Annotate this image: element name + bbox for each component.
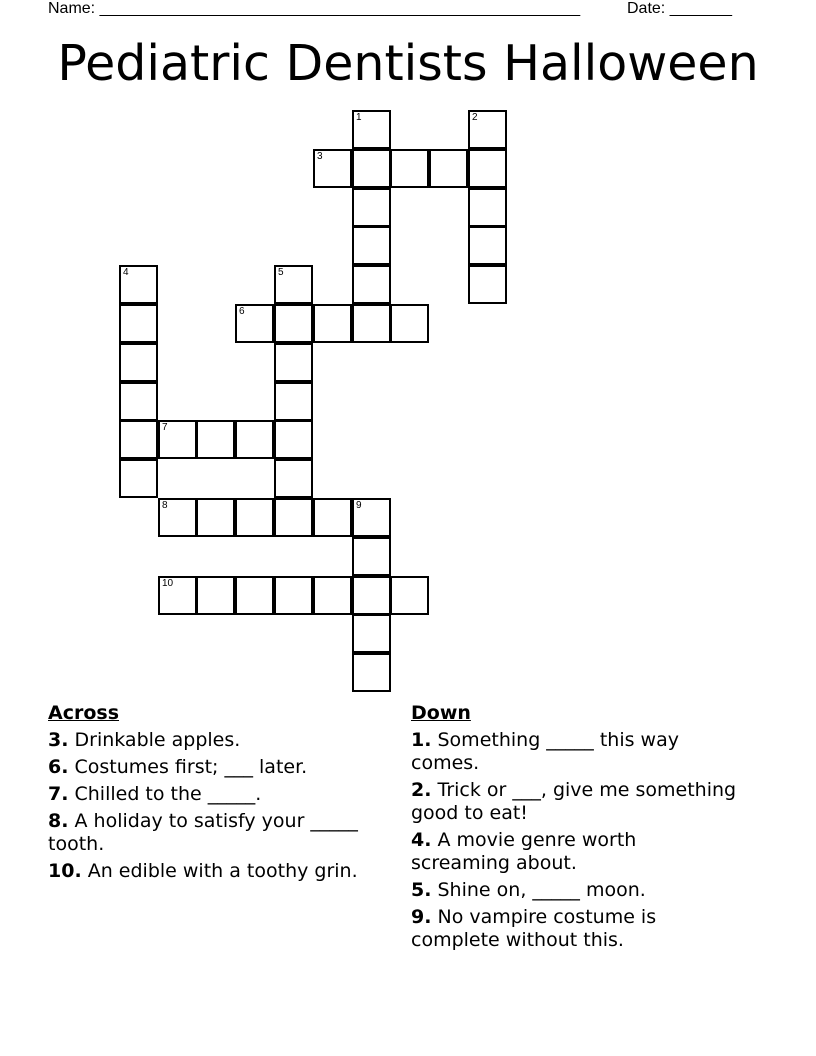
- grid-cell[interactable]: [235, 498, 274, 537]
- grid-cell[interactable]: [274, 343, 313, 382]
- grid-cell[interactable]: [352, 188, 391, 227]
- grid-cell[interactable]: [274, 459, 313, 498]
- grid-cell[interactable]: [196, 498, 235, 537]
- clue-text: A movie genre worth screaming about.: [411, 829, 637, 874]
- clue-number: 5.: [411, 879, 432, 901]
- clue-number: 7.: [48, 783, 69, 805]
- grid-cell[interactable]: [235, 420, 274, 459]
- grid-cell[interactable]: [390, 576, 429, 615]
- across-clue: [48, 860, 403, 883]
- grid-cell[interactable]: [468, 265, 507, 304]
- grid-cell[interactable]: [313, 149, 352, 188]
- grid-cell[interactable]: [235, 576, 274, 615]
- down-clues: [411, 702, 741, 956]
- grid-cell[interactable]: [235, 304, 274, 343]
- clue-text: Costumes first; ___ later.: [74, 756, 308, 778]
- grid-cell[interactable]: [274, 498, 313, 537]
- grid-cell[interactable]: [119, 343, 158, 382]
- clue-number: 3.: [48, 729, 69, 751]
- clue-number: 4.: [411, 829, 432, 851]
- clue-number: 6.: [48, 756, 69, 778]
- cell-number: 2: [472, 112, 478, 123]
- grid-cell[interactable]: [352, 149, 391, 188]
- grid-cell[interactable]: [119, 420, 158, 459]
- clue-text: No vampire costume is complete without this.: [411, 906, 657, 951]
- grid-cell[interactable]: [429, 149, 468, 188]
- grid-cell[interactable]: [196, 420, 235, 459]
- cell-number: 10: [162, 578, 174, 589]
- clue-text: Trick or ___, give me something good to eat!: [411, 779, 737, 824]
- grid-cell[interactable]: [274, 265, 313, 304]
- down-clue: [411, 906, 741, 952]
- grid-cell[interactable]: [468, 110, 507, 149]
- clue-number: 2.: [411, 779, 432, 801]
- down-clue: [411, 879, 741, 902]
- grid-cell[interactable]: [352, 614, 391, 653]
- grid-cell[interactable]: [313, 498, 352, 537]
- across-clues: [48, 702, 403, 887]
- across-clue: [48, 756, 403, 779]
- grid-cell[interactable]: [468, 149, 507, 188]
- clue-text: Something _____ this way comes.: [411, 729, 679, 774]
- grid-cell[interactable]: [352, 537, 391, 576]
- clue-number: 1.: [411, 729, 432, 751]
- cell-number: 5: [278, 267, 284, 278]
- clue-text: An edible with a toothy grin.: [87, 860, 358, 882]
- across-clue: [48, 729, 403, 752]
- grid-cell[interactable]: [352, 110, 391, 149]
- grid-cell[interactable]: [352, 265, 391, 304]
- down-clue: [411, 729, 741, 775]
- clue-number: 9.: [411, 906, 432, 928]
- clue-number: 10.: [48, 860, 82, 882]
- cell-number: 8: [162, 500, 168, 511]
- grid-cell[interactable]: [313, 304, 352, 343]
- name-field-line: Name: ______________________________________________________: [48, 0, 581, 17]
- grid-cell[interactable]: [390, 149, 429, 188]
- grid-cell[interactable]: [390, 304, 429, 343]
- clue-text: A holiday to satisfy your _____ tooth.: [48, 810, 358, 855]
- down-clue: [411, 829, 741, 875]
- cell-number: 6: [239, 306, 245, 317]
- grid-cell[interactable]: [468, 188, 507, 227]
- grid-cell[interactable]: [119, 382, 158, 421]
- across-heading: Across: [48, 702, 120, 724]
- grid-cell[interactable]: [274, 420, 313, 459]
- grid-cell[interactable]: [274, 382, 313, 421]
- grid-cell[interactable]: [352, 653, 391, 692]
- cell-number: 3: [317, 151, 323, 162]
- clue-text: Chilled to the _____.: [74, 783, 262, 805]
- grid-cell[interactable]: [119, 459, 158, 498]
- cell-number: 9: [356, 500, 362, 511]
- grid-cell[interactable]: [158, 420, 197, 459]
- clue-number: 8.: [48, 810, 69, 832]
- down-heading: Down: [411, 702, 471, 724]
- grid-cell[interactable]: [158, 576, 197, 615]
- grid-cell[interactable]: [313, 576, 352, 615]
- across-clue: [48, 783, 403, 806]
- grid-cell[interactable]: [274, 576, 313, 615]
- grid-cell[interactable]: [119, 304, 158, 343]
- grid-cell[interactable]: [158, 498, 197, 537]
- grid-cell[interactable]: [119, 265, 158, 304]
- grid-cell[interactable]: [274, 304, 313, 343]
- clue-text: Shine on, _____ moon.: [437, 879, 646, 901]
- grid-cell[interactable]: [352, 304, 391, 343]
- grid-cell[interactable]: [352, 576, 391, 615]
- date-field-line: Date: _______: [627, 0, 732, 17]
- clue-text: Drinkable apples.: [74, 729, 241, 751]
- grid-cell[interactable]: [468, 226, 507, 265]
- cell-number: 7: [162, 422, 168, 433]
- grid-cell[interactable]: [352, 226, 391, 265]
- page-title: Pediatric Dentists Halloween: [57, 35, 759, 92]
- down-clue: [411, 779, 741, 825]
- grid-cell[interactable]: [352, 498, 391, 537]
- cell-number: 1: [356, 112, 362, 123]
- grid-cell[interactable]: [196, 576, 235, 615]
- cell-number: 4: [123, 267, 129, 278]
- across-clue: [48, 810, 403, 856]
